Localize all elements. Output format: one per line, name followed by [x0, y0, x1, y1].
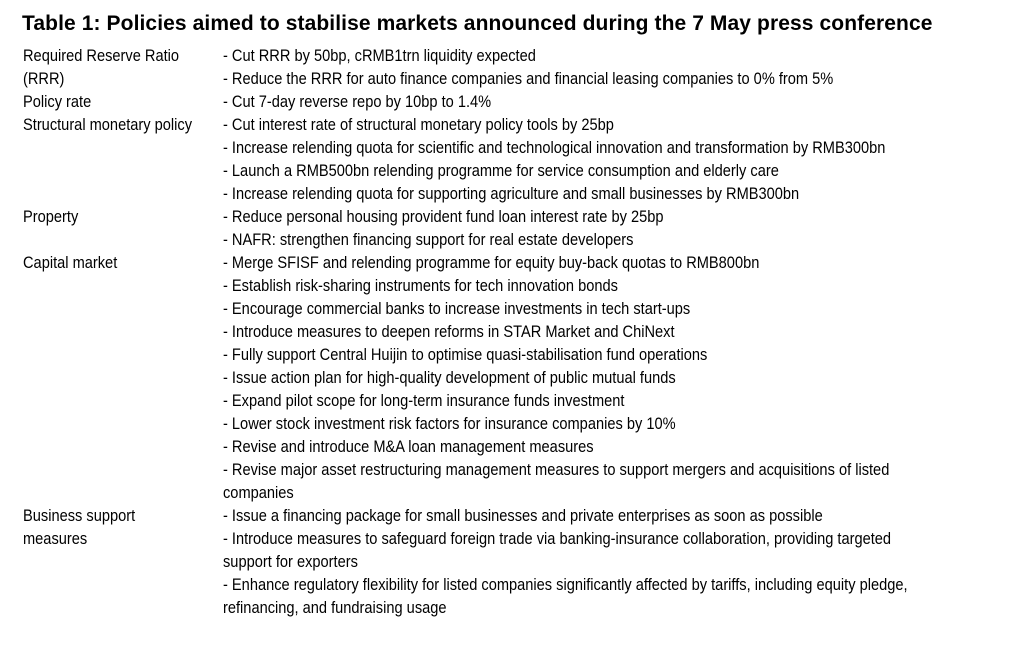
table-row	[23, 251, 1016, 504]
policy-item: - Cut 7-day reverse repo by 10bp to 1.4%	[223, 92, 492, 111]
policy-item: - Issue a financing package for small businesses and private enterprises as soon as possible	[223, 506, 823, 525]
table-row	[23, 44, 1016, 90]
policy-item: - Reduce personal housing provident fund loan interest rate by 25bp	[223, 207, 664, 226]
policy-item: - Enhance regulatory flexibility for listed companies significantly affected by tariffs, including equity pledge, refinancing, and fundraising usage	[223, 575, 908, 617]
policy-item: - Launch a RMB500bn relending programme for service consumption and elderly care	[223, 161, 779, 180]
policy-item: - Cut interest rate of structural monetary policy tools by 25bp	[223, 115, 614, 134]
category-label: Business support measures	[23, 506, 136, 548]
category-label: Structural monetary policy	[23, 115, 193, 134]
category-cell	[23, 251, 223, 504]
policy-table-body	[23, 44, 1016, 619]
policy-item: - Revise major asset restructuring management measures to support mergers and acquisitions of listed companies	[223, 460, 890, 502]
policy-item: - Reduce the RRR for auto finance companies and financial leasing companies to 0% from 5%	[223, 69, 834, 88]
category-cell	[23, 44, 223, 90]
category-cell	[23, 113, 223, 205]
policy-item: - Introduce measures to safeguard foreign trade via banking-insurance collaboration, providing targeted support for exporters	[223, 529, 892, 571]
table-row	[23, 113, 1016, 205]
policy-items-cell	[223, 205, 1016, 251]
policy-item: - Merge SFISF and relending programme for equity buy-back quotas to RMB800bn	[223, 253, 760, 272]
policy-item: - Lower stock investment risk factors for insurance companies by 10%	[223, 414, 676, 433]
category-label: Property	[23, 207, 79, 226]
category-cell	[23, 205, 223, 251]
category-cell	[23, 90, 223, 113]
policy-items-cell	[223, 90, 1016, 113]
policy-items-cell	[223, 251, 1016, 504]
policy-item: - Establish risk-sharing instruments for tech innovation bonds	[223, 276, 618, 295]
policy-item: - Revise and introduce M&A loan management measures	[223, 437, 594, 456]
policy-items-cell	[223, 113, 1016, 205]
policy-item: - Issue action plan for high-quality development of public mutual funds	[223, 368, 676, 387]
policy-item: - Cut RRR by 50bp, cRMB1trn liquidity expected	[223, 46, 536, 65]
policy-table	[23, 44, 1016, 619]
policy-item: - Encourage commercial banks to increase investments in tech start-ups	[223, 299, 691, 318]
policy-items-cell	[223, 44, 1016, 90]
policy-item: - Expand pilot scope for long-term insurance funds investment	[223, 391, 625, 410]
category-cell	[23, 504, 223, 619]
category-label: Required Reserve Ratio (RRR)	[23, 46, 180, 88]
category-label: Policy rate	[23, 92, 92, 111]
table-row	[23, 90, 1016, 113]
table-title: Table 1: Policies aimed to stabilise markets announced during the 7 May press conference	[22, 12, 933, 35]
policy-items-cell	[223, 504, 1016, 619]
policy-item: - Increase relending quota for scientific and technological innovation and transformation by RMB300bn	[223, 138, 886, 157]
policy-item: - Increase relending quota for supporting agriculture and small businesses by RMB300bn	[223, 184, 800, 203]
policy-item: - NAFR: strengthen financing support for real estate developers	[223, 230, 634, 249]
policy-item: - Introduce measures to deepen reforms in STAR Market and ChiNext	[223, 322, 675, 341]
policy-item: - Fully support Central Huijin to optimise quasi-stabilisation fund operations	[223, 345, 708, 364]
category-label: Capital market	[23, 253, 118, 272]
table-row	[23, 504, 1016, 619]
table-row	[23, 205, 1016, 251]
